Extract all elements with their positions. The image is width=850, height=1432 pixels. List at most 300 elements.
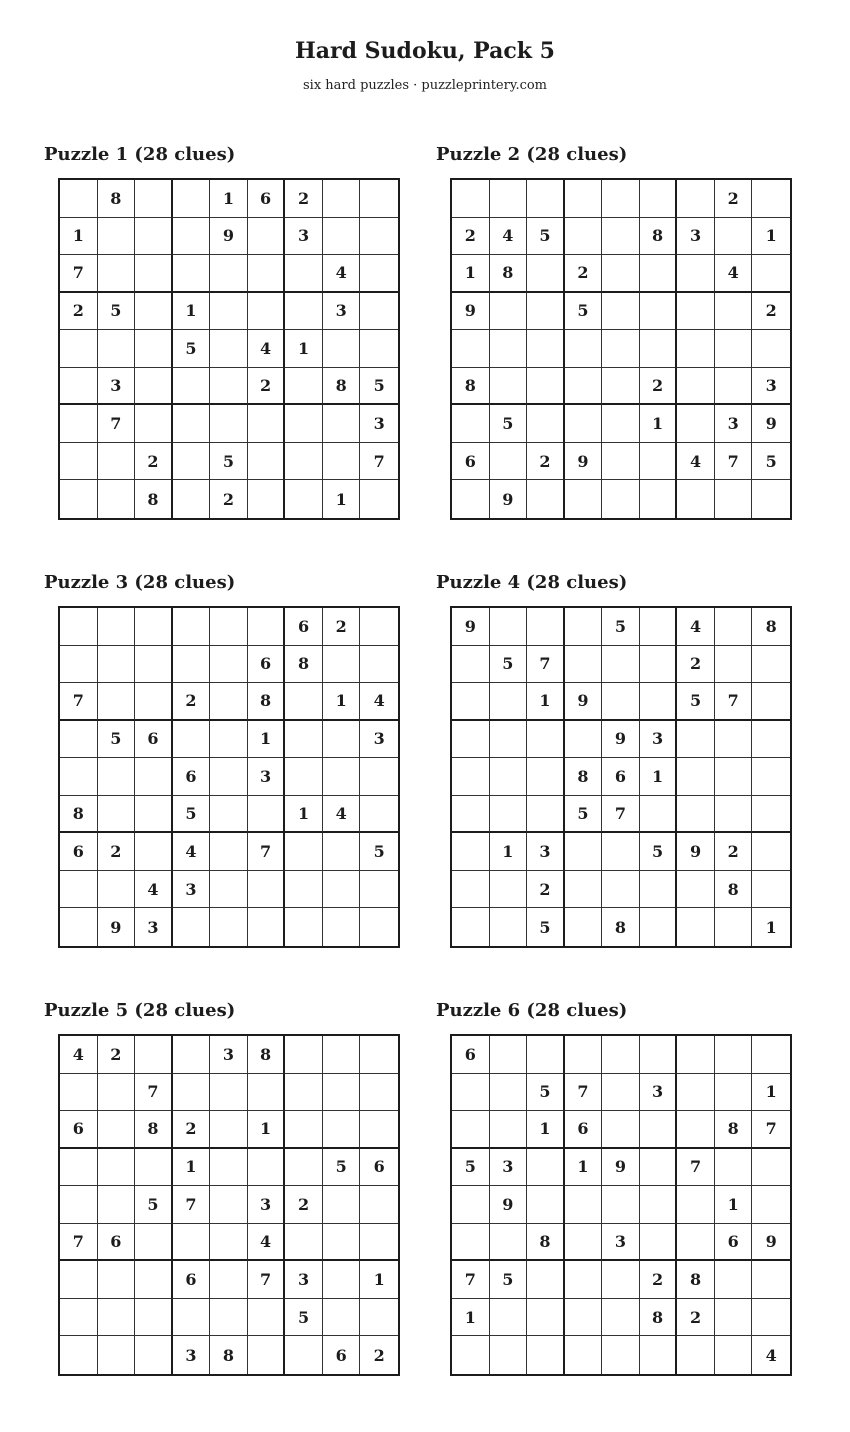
sudoku-cell [98, 871, 136, 909]
sudoku-cell [677, 796, 715, 834]
sudoku-cell: 2 [285, 180, 323, 218]
sudoku-cell [248, 405, 286, 443]
sudoku-cell [640, 646, 678, 684]
sudoku-cell: 8 [715, 1111, 753, 1149]
sudoku-cell: 6 [98, 1224, 136, 1262]
sudoku-cell [285, 1074, 323, 1112]
sudoku-cell [640, 908, 678, 946]
sudoku-cell: 3 [490, 1149, 528, 1187]
sudoku-cell: 6 [173, 758, 211, 796]
sudoku-cell [602, 833, 640, 871]
sudoku-cell [210, 758, 248, 796]
sudoku-cell: 9 [452, 293, 490, 331]
sudoku-cell [490, 330, 528, 368]
sudoku-cell: 2 [135, 443, 173, 481]
sudoku-cell: 8 [210, 1336, 248, 1374]
sudoku-cell: 1 [490, 833, 528, 871]
sudoku-cell: 2 [715, 833, 753, 871]
sudoku-cell: 5 [527, 1074, 565, 1112]
sudoku-cell: 3 [98, 368, 136, 406]
sudoku-cell: 6 [135, 721, 173, 759]
sudoku-cell: 6 [248, 646, 286, 684]
sudoku-cell [527, 608, 565, 646]
sudoku-cell [490, 1111, 528, 1149]
sudoku-cell [285, 721, 323, 759]
sudoku-cell [602, 1336, 640, 1374]
sudoku-grid [58, 178, 400, 520]
sudoku-cell [565, 1036, 603, 1074]
sudoku-cell [248, 1074, 286, 1112]
sudoku-cell [640, 1036, 678, 1074]
sudoku-cell [60, 1299, 98, 1337]
sudoku-cell [285, 908, 323, 946]
sudoku-cell [360, 218, 398, 256]
sudoku-cell [135, 758, 173, 796]
sudoku-cell: 4 [248, 1224, 286, 1262]
sudoku-cell: 7 [602, 796, 640, 834]
sudoku-cell [490, 908, 528, 946]
sudoku-cell: 5 [98, 721, 136, 759]
sudoku-cell [565, 871, 603, 909]
sudoku-cell: 9 [452, 608, 490, 646]
puzzle-title: Puzzle 2 (28 clues) [436, 144, 628, 165]
sudoku-cell [640, 443, 678, 481]
sudoku-cell [527, 1186, 565, 1224]
sudoku-cell: 5 [527, 908, 565, 946]
sudoku-cell [602, 1036, 640, 1074]
sudoku-cell: 5 [173, 330, 211, 368]
sudoku-cell [677, 1336, 715, 1374]
sudoku-cell [677, 1186, 715, 1224]
sudoku-cell: 4 [173, 833, 211, 871]
sudoku-cell [60, 1336, 98, 1374]
sudoku-cell [640, 683, 678, 721]
sudoku-cell [715, 1074, 753, 1112]
sudoku-cell [285, 368, 323, 406]
sudoku-cell [527, 1149, 565, 1187]
sudoku-cell: 3 [323, 293, 361, 331]
sudoku-cell [173, 908, 211, 946]
sudoku-cell: 6 [60, 833, 98, 871]
sudoku-grid [58, 1034, 400, 1376]
sudoku-cell [565, 908, 603, 946]
sudoku-cell [323, 871, 361, 909]
sudoku-cell: 7 [248, 833, 286, 871]
sudoku-cell [452, 330, 490, 368]
sudoku-cell [452, 1111, 490, 1149]
sudoku-cell [715, 218, 753, 256]
sudoku-cell [490, 758, 528, 796]
sudoku-cell: 8 [490, 255, 528, 293]
sudoku-cell [135, 1224, 173, 1262]
sudoku-cell [565, 1186, 603, 1224]
sudoku-cell [60, 758, 98, 796]
sudoku-cell [752, 1299, 790, 1337]
sudoku-cell [135, 1036, 173, 1074]
sudoku-cell: 5 [323, 1149, 361, 1187]
sudoku-cell: 1 [323, 480, 361, 518]
sudoku-cell [527, 1336, 565, 1374]
sudoku-cell [452, 646, 490, 684]
sudoku-cell [452, 908, 490, 946]
sudoku-cell [602, 1186, 640, 1224]
sudoku-cell: 9 [565, 683, 603, 721]
sudoku-cell: 7 [715, 683, 753, 721]
sudoku-cell [452, 180, 490, 218]
sudoku-cell [752, 1036, 790, 1074]
sudoku-cell: 2 [677, 646, 715, 684]
sudoku-cell [602, 218, 640, 256]
sudoku-cell [60, 330, 98, 368]
sudoku-cell [98, 1186, 136, 1224]
sudoku-cell [135, 218, 173, 256]
sudoku-cell [173, 480, 211, 518]
sudoku-cell: 9 [98, 908, 136, 946]
sudoku-cell: 3 [677, 218, 715, 256]
sudoku-cell: 1 [285, 796, 323, 834]
sudoku-cell [98, 646, 136, 684]
sudoku-cell [677, 1111, 715, 1149]
sudoku-cell: 1 [640, 405, 678, 443]
sudoku-cell: 8 [752, 608, 790, 646]
sudoku-cell [752, 721, 790, 759]
sudoku-cell: 9 [490, 480, 528, 518]
sudoku-cell [98, 608, 136, 646]
puzzle-2 [436, 144, 792, 509]
sudoku-cell: 5 [490, 646, 528, 684]
sudoku-cell [640, 608, 678, 646]
sudoku-cell [715, 330, 753, 368]
sudoku-cell [360, 646, 398, 684]
sudoku-cell [210, 330, 248, 368]
sudoku-cell [360, 480, 398, 518]
sudoku-cell [490, 368, 528, 406]
sudoku-cell: 8 [602, 908, 640, 946]
sudoku-cell [135, 796, 173, 834]
sudoku-cell: 1 [527, 683, 565, 721]
sudoku-cell [677, 908, 715, 946]
sudoku-cell [752, 796, 790, 834]
sudoku-cell [60, 1186, 98, 1224]
sudoku-cell: 1 [173, 293, 211, 331]
sudoku-cell [452, 480, 490, 518]
sudoku-cell [210, 1149, 248, 1187]
sudoku-cell [173, 180, 211, 218]
sudoku-cell [565, 180, 603, 218]
puzzle-title: Puzzle 6 (28 clues) [436, 1000, 628, 1021]
sudoku-cell [173, 405, 211, 443]
sudoku-cell [323, 646, 361, 684]
sudoku-cell [60, 180, 98, 218]
sudoku-cell [452, 833, 490, 871]
sudoku-cell: 5 [98, 293, 136, 331]
sudoku-cell: 5 [565, 796, 603, 834]
sudoku-cell [490, 721, 528, 759]
sudoku-cell: 8 [640, 218, 678, 256]
sudoku-cell: 2 [373, 1345, 385, 1365]
sudoku-cell [135, 255, 173, 293]
sudoku-cell [323, 218, 361, 256]
sudoku-cell [752, 1149, 790, 1187]
sudoku-cell [640, 255, 678, 293]
sudoku-cell [285, 293, 323, 331]
sudoku-cell [248, 871, 286, 909]
sudoku-cell: 3 [135, 908, 173, 946]
sudoku-cell [677, 293, 715, 331]
page-subtitle: six hard puzzles · puzzleprintery.com [302, 78, 548, 93]
sudoku-cell: 3 [173, 1336, 211, 1374]
sudoku-cell: 7 [173, 1186, 211, 1224]
sudoku-cell [527, 330, 565, 368]
sudoku-cell [98, 1261, 136, 1299]
sudoku-cell: 6 [602, 758, 640, 796]
sudoku-cell [452, 721, 490, 759]
sudoku-cell [135, 608, 173, 646]
sudoku-grid [450, 1034, 792, 1376]
sudoku-cell: 9 [752, 1224, 790, 1262]
sudoku-cell: 8 [285, 646, 323, 684]
sudoku-cell [248, 908, 286, 946]
sudoku-cell [248, 480, 286, 518]
sudoku-cell: 2 [173, 683, 211, 721]
sudoku-cell: 3 [360, 721, 398, 759]
sudoku-cell [285, 480, 323, 518]
sudoku-cell: 6 [248, 180, 286, 218]
puzzle-4 [436, 572, 792, 937]
sudoku-cell [360, 180, 398, 218]
sudoku-cell [527, 480, 565, 518]
sudoku-cell: 1 [60, 218, 98, 256]
sudoku-cell [323, 758, 361, 796]
sudoku-cell [715, 721, 753, 759]
sudoku-cell: 8 [60, 796, 98, 834]
sudoku-cell [210, 1299, 248, 1337]
sudoku-cell [210, 405, 248, 443]
sudoku-cell [60, 871, 98, 909]
sudoku-cell [323, 1224, 361, 1262]
sudoku-cell [210, 908, 248, 946]
sudoku-cell [527, 1261, 565, 1299]
sudoku-cell [565, 218, 603, 256]
sudoku-cell: 7 [135, 1074, 173, 1112]
sudoku-cell [360, 871, 398, 909]
sudoku-cell: 2 [248, 368, 286, 406]
sudoku-cell: 9 [210, 218, 248, 256]
sudoku-cell [640, 1186, 678, 1224]
sudoku-cell: 4 [490, 218, 528, 256]
sudoku-cell [677, 721, 715, 759]
sudoku-cell: 6 [715, 1224, 753, 1262]
sudoku-cell [360, 1036, 398, 1074]
puzzle-5 [44, 1000, 400, 1365]
sudoku-cell [210, 871, 248, 909]
sudoku-cell [602, 1261, 640, 1299]
sudoku-cell: 2 [527, 871, 565, 909]
sudoku-cell: 7 [60, 683, 98, 721]
sudoku-cell: 8 [640, 1299, 678, 1337]
sudoku-cell [640, 480, 678, 518]
sudoku-cell: 3 [248, 758, 286, 796]
sudoku-cell [210, 1074, 248, 1112]
sudoku-cell: 3 [752, 368, 790, 406]
sudoku-cell: 8 [135, 1111, 173, 1149]
sudoku-cell [323, 180, 361, 218]
sudoku-cell [173, 1299, 211, 1337]
sudoku-cell [602, 255, 640, 293]
sudoku-cell [452, 758, 490, 796]
sudoku-cell: 1 [210, 180, 248, 218]
sudoku-cell [677, 758, 715, 796]
sudoku-cell [60, 1074, 98, 1112]
sudoku-cell [210, 1186, 248, 1224]
sudoku-cell [490, 871, 528, 909]
sudoku-cell: 5 [135, 1186, 173, 1224]
sudoku-cell [135, 646, 173, 684]
sudoku-cell: 3 [360, 405, 398, 443]
sudoku-cell: 8 [248, 683, 286, 721]
sudoku-cell [98, 683, 136, 721]
sudoku-cell [285, 443, 323, 481]
sudoku-cell [640, 1149, 678, 1187]
sudoku-cell: 2 [98, 1036, 136, 1074]
sudoku-cell: 1 [752, 1074, 790, 1112]
sudoku-cell [715, 1036, 753, 1074]
sudoku-cell [173, 1074, 211, 1112]
sudoku-cell: 4 [765, 1345, 777, 1365]
sudoku-cell: 5 [602, 608, 640, 646]
sudoku-cell [135, 330, 173, 368]
sudoku-cell: 7 [98, 405, 136, 443]
sudoku-cell [210, 683, 248, 721]
sudoku-cell [565, 721, 603, 759]
sudoku-cell [715, 646, 753, 684]
sudoku-grid [58, 606, 400, 948]
sudoku-cell [752, 330, 790, 368]
sudoku-cell: 5 [173, 796, 211, 834]
sudoku-cell [60, 443, 98, 481]
sudoku-cell [527, 1036, 565, 1074]
sudoku-grid [450, 178, 792, 520]
sudoku-cell: 1 [285, 330, 323, 368]
sudoku-cell: 8 [98, 180, 136, 218]
sudoku-cell: 1 [173, 1149, 211, 1187]
sudoku-cell [602, 1299, 640, 1337]
sudoku-cell [677, 871, 715, 909]
sudoku-cell: 5 [640, 833, 678, 871]
sudoku-cell: 6 [452, 443, 490, 481]
sudoku-cell [677, 1036, 715, 1074]
sudoku-cell [285, 758, 323, 796]
sudoku-cell [677, 1224, 715, 1262]
sudoku-cell [565, 1261, 603, 1299]
sudoku-cell [602, 368, 640, 406]
sudoku-cell [527, 180, 565, 218]
sudoku-cell [360, 330, 398, 368]
sudoku-cell [60, 646, 98, 684]
sudoku-cell [360, 1224, 398, 1262]
sudoku-cell: 7 [565, 1074, 603, 1112]
sudoku-cell [60, 405, 98, 443]
sudoku-cell [452, 683, 490, 721]
sudoku-cell [173, 1036, 211, 1074]
sudoku-cell: 8 [677, 1261, 715, 1299]
page-title: Hard Sudoku, Pack 5 [295, 38, 555, 64]
sudoku-cell [640, 330, 678, 368]
sudoku-cell [677, 1074, 715, 1112]
sudoku-cell [715, 293, 753, 331]
sudoku-cell: 2 [173, 1111, 211, 1149]
sudoku-cell [490, 796, 528, 834]
sudoku-cell [98, 1111, 136, 1149]
sudoku-cell: 1 [765, 917, 777, 937]
sudoku-cell [715, 796, 753, 834]
sudoku-cell [248, 218, 286, 256]
sudoku-cell [173, 608, 211, 646]
sudoku-cell [490, 180, 528, 218]
sudoku-cell [323, 405, 361, 443]
sudoku-cell [323, 1186, 361, 1224]
sudoku-cell: 8 [565, 758, 603, 796]
sudoku-cell [752, 758, 790, 796]
sudoku-cell [323, 721, 361, 759]
sudoku-cell [135, 405, 173, 443]
sudoku-cell: 3 [602, 1224, 640, 1262]
sudoku-cell: 2 [210, 480, 248, 518]
sudoku-cell [135, 1336, 173, 1374]
sudoku-cell [360, 293, 398, 331]
sudoku-cell [285, 255, 323, 293]
sudoku-cell [602, 443, 640, 481]
sudoku-cell: 5 [452, 1149, 490, 1187]
sudoku-cell: 5 [677, 683, 715, 721]
sudoku-cell [527, 758, 565, 796]
sudoku-cell [715, 480, 753, 518]
sudoku-cell: 1 [248, 1111, 286, 1149]
puzzle-title: Puzzle 1 (28 clues) [44, 144, 236, 165]
sudoku-cell: 5 [360, 833, 398, 871]
sudoku-cell [452, 1224, 490, 1262]
sudoku-cell [715, 908, 753, 946]
sudoku-cell [452, 796, 490, 834]
sudoku-cell [135, 1261, 173, 1299]
sudoku-cell [135, 1149, 173, 1187]
sudoku-cell [452, 405, 490, 443]
sudoku-cell [60, 721, 98, 759]
puzzle-title: Puzzle 4 (28 clues) [436, 572, 628, 593]
sudoku-cell [248, 293, 286, 331]
puzzle-6 [436, 1000, 792, 1365]
sudoku-cell [248, 443, 286, 481]
sudoku-cell [360, 255, 398, 293]
sudoku-cell [752, 833, 790, 871]
sudoku-cell [248, 608, 286, 646]
sudoku-cell: 8 [452, 368, 490, 406]
sudoku-cell: 3 [640, 1074, 678, 1112]
sudoku-cell [60, 608, 98, 646]
sudoku-cell [602, 180, 640, 218]
sudoku-cell [565, 405, 603, 443]
sudoku-cell [210, 1111, 248, 1149]
sudoku-cell [285, 833, 323, 871]
sudoku-cell [490, 1036, 528, 1074]
sudoku-cell: 9 [565, 443, 603, 481]
sudoku-cell [210, 646, 248, 684]
sudoku-cell [490, 1299, 528, 1337]
sudoku-cell [715, 1149, 753, 1187]
sudoku-cell [527, 255, 565, 293]
sudoku-cell: 6 [323, 1336, 361, 1374]
sudoku-cell [248, 1149, 286, 1187]
